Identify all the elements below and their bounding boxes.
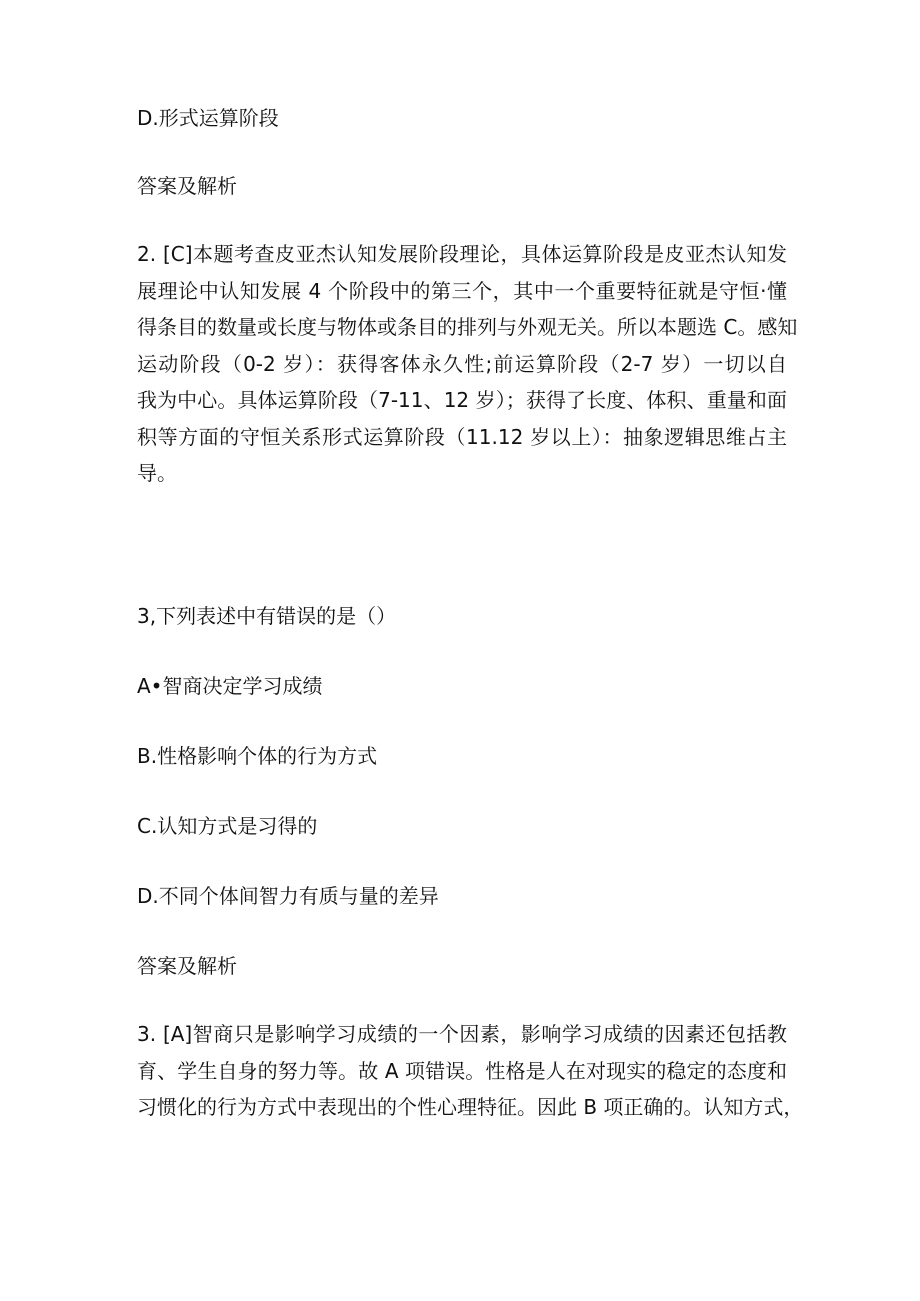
explanation-line: 运动阶段（0-2 岁）：获得客体永久性;前运算阶段（2-7 岁）一切以自 — [137, 351, 787, 376]
explanation-line: 习惯化的行为方式中表现出的个性心理特征。因此 B 项正确的。认知方式， — [137, 1095, 804, 1119]
answer-heading: 答案及解析 — [137, 174, 237, 198]
question-3: 3,下列表述中有错误的是（） — [137, 604, 397, 628]
explanation-line: 展理论中认知发展 4 个阶段中的第三个，其中一个重要特征就是守恒·懂 — [137, 278, 787, 303]
option-b: B.性格影响个体的行为方式 — [137, 744, 378, 768]
explanation-line: 积等方面的守恒关系形式运算阶段（11.12 岁以上）：抽象逻辑思维占主 — [137, 424, 787, 449]
explanation-line: 2. [C]本题考查皮亚杰认知发展阶段理论，具体运算阶段是皮亚杰认知发 — [137, 242, 787, 266]
explanation-paragraph-2 — [137, 236, 798, 492]
explanation-line: 3. [A]智商只是影响学习成绩的一个因素，影响学习成绩的因素还包括教 — [137, 1022, 787, 1046]
option-c: C.认知方式是习得的 — [137, 814, 318, 838]
option-d-previous-question: D.形式运算阶段 — [137, 106, 279, 130]
answer-heading: 答案及解析 — [137, 954, 237, 978]
explanation-paragraph-3 — [137, 1016, 804, 1126]
explanation-line: 导。 — [137, 461, 177, 485]
explanation-line: 得条目的数量或长度与物体或条目的排列与外观无关。所以本题选 C。感知 — [137, 315, 798, 339]
option-d: D.不同个体间智力有质与量的差异 — [137, 884, 439, 908]
option-a: A•智商决定学习成绩 — [137, 674, 323, 698]
explanation-line: 育、学生自身的努力等。故 A 项错误。性格是人在对现实的稳定的态度和 — [137, 1058, 787, 1083]
explanation-line: 我为中心。具体运算阶段（7-11、12 岁）；获得了长度、体积、重量和面 — [137, 388, 787, 412]
